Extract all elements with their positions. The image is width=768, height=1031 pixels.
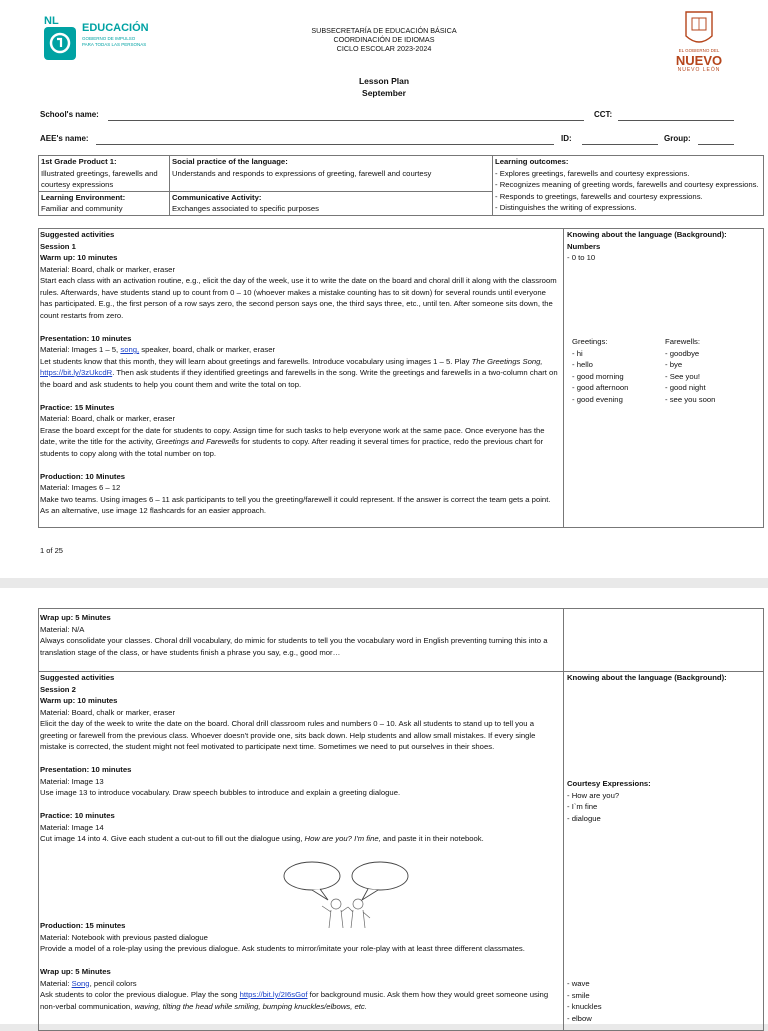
production-title: Production: 10 Minutes bbox=[40, 471, 125, 481]
knowing-heading: Knowing about the language (Background): bbox=[567, 673, 727, 682]
logo-mark: NL bbox=[44, 15, 59, 27]
activities-heading: Suggested activities bbox=[40, 673, 115, 682]
greetings-title: Greetings: bbox=[572, 337, 608, 346]
logo-main-text: NUEVO bbox=[675, 53, 723, 68]
courtesy-item: - dialogue bbox=[567, 813, 601, 823]
group-label: Group: bbox=[664, 134, 691, 143]
header-line-1: SUBSECRETARÍA DE EDUCACIÓN BÁSICA bbox=[311, 26, 457, 35]
cct-field[interactable] bbox=[618, 120, 734, 121]
wrapup-text: Ask students to color the previous dialogue. Play the song https://bit.ly/2I6sGof for background music. Ask them how they would greet someone using non-verbal communication, waving, tilting the head while smiling, bumping knuckles/elbows, etc. bbox=[40, 990, 549, 1011]
group-field[interactable] bbox=[698, 144, 734, 145]
practice-text: Erase the board except for the date for students to copy. Assign time for such tasks to help everyone work at the same pace. Once everyone has the date, write the title for the activity, Greetings and Farewells for students to copy. After reading it several times for practice, redo the previous chart for students to copy along with the total number on top. bbox=[40, 425, 545, 458]
nonverbal-item: - smile bbox=[567, 990, 590, 1000]
wrapup-material: Material: N/A bbox=[40, 624, 85, 634]
outcome-item: - Explores greetings, farewells and courtesy expressions. bbox=[495, 168, 690, 178]
page-number: 1 of 25 bbox=[40, 546, 63, 555]
knowing-heading: Knowing about the language (Background): bbox=[567, 230, 727, 239]
header-center bbox=[200, 26, 568, 53]
presentation-material: Material: Image 13 bbox=[40, 776, 104, 786]
practice-title: Practice: 10 minutes bbox=[40, 811, 115, 820]
greeting-item: - hi bbox=[572, 348, 583, 358]
logo-tagline-2: PARA TODAS LAS PERSONAS bbox=[82, 41, 147, 47]
social-practice-value: Understands and responds to expressions of greeting, farewell and courtesy bbox=[172, 168, 432, 178]
numbers-value: - 0 to 10 bbox=[567, 253, 596, 262]
warmup-text: Start each class with an activation routine, e.g., elicit the day of the week, use it to write the date on the board and choral drill it along with the classroom rules. Afterwards, have students stand up to count from 0 – 10 (whoever makes a mistake counting has to sit down) for several rounds until everyone has participated. E.g., the first person of a row says zero, the second person says one, the third says three, etc., until ten. After someone sits down, the count restarts from zero. bbox=[40, 276, 557, 320]
production-text: Provide a model of a role-play using the previous dialogue. Ask students to mirror/imitate your role-play with at least three different classmates. bbox=[40, 944, 525, 953]
session-2-activities-continued bbox=[40, 920, 560, 1012]
logo-tagline-1: GOBIERNO DE IMPULSO bbox=[82, 36, 136, 41]
wrapup-1-side-box bbox=[563, 608, 764, 672]
farewell-item: - bye bbox=[665, 360, 683, 369]
wrapup-material: Material: Song, pencil colors bbox=[40, 978, 137, 988]
farewell-item: - goodbye bbox=[665, 348, 700, 358]
activities-heading: Suggested activities bbox=[40, 230, 115, 239]
practice-material: Material: Board, chalk or marker, eraser bbox=[40, 414, 176, 423]
product-label: 1st Grade Product 1: bbox=[41, 157, 117, 166]
outcome-item: - Distinguishes the writing of expressions. bbox=[495, 203, 637, 212]
knowing-2-box bbox=[563, 671, 764, 1031]
courtesy-item: - I`m fine bbox=[567, 802, 598, 811]
activity-label: Communicative Activity: bbox=[172, 192, 262, 202]
presentation-text: Let students know that this month, they will learn about greetings and farewells. Introduce vocabulary using images 1 – 5. Play The Greetings Song, https://bit.ly/3zUkcdR. Then ask students if they identified greetings and farewells in the song. Write the greetings and farewells in a two-column chart on the board and ask students to help you count them and write the total on top. bbox=[40, 356, 558, 389]
logo-sub-text: NUEVO LEÓN bbox=[677, 67, 721, 73]
header-line-2: COORDINACIÓN DE IDIOMAS bbox=[333, 35, 435, 44]
courtesy-list bbox=[567, 778, 651, 824]
presentation-title: Presentation: 10 minutes bbox=[40, 333, 132, 343]
outcome-item: - Recognizes meaning of greeting words, farewells and courtesy expressions. bbox=[495, 180, 759, 189]
session-label: Session 2 bbox=[40, 684, 76, 694]
warmup-text: Elicit the day of the week to write the date on the board. Choral drill classroom rules and numbers 0 – 10. Ask all students to stand up to tell you a greeting or farewell from the previous class. Whoever doesn't provide one, sits back down. Help students and allow small mistakes. If every single mistake is corrected, the student might not feel motivated to participate next time. Sometimes we need to put ourselves in their shoes. bbox=[40, 719, 536, 751]
farewell-item: - see you soon bbox=[665, 394, 716, 404]
header-line-3: CICLO ESCOLAR 2023-2024 bbox=[336, 44, 432, 53]
greetings-song-link[interactable]: https://bit.ly/3zUkcdR bbox=[40, 368, 113, 377]
product-value: Illustrated greetings, farewells and courtesy expressions bbox=[41, 168, 158, 189]
activity-value: Exchanges associated to specific purposes bbox=[172, 204, 320, 213]
greeting-item: - good afternoon bbox=[572, 383, 629, 392]
warmup-title: Warm up: 10 minutes bbox=[40, 696, 118, 705]
warmup-material: Material: Board, chalk or marker, eraser bbox=[40, 707, 176, 717]
page-2 bbox=[0, 588, 768, 1024]
production-text: Make two teams. Using images 6 – 11 ask participants to tell you the greeting/farewell it could represent. If the answer is correct the team gets a point. As an alternative, use image 12 flashcards for an easier approach. bbox=[40, 494, 551, 515]
warmup-title: Warm up: 10 minutes bbox=[40, 253, 118, 262]
id-label: ID: bbox=[561, 134, 572, 143]
wrapup-title: Wrap up: 5 Minutes bbox=[40, 967, 111, 976]
wrapup-1 bbox=[40, 612, 560, 658]
presentation-material: Material: Images 1 – 5, song, speaker, board, chalk or marker, eraser bbox=[40, 345, 276, 354]
greeting-item: - hello bbox=[572, 360, 593, 369]
outcomes-label: Learning outcomes: bbox=[495, 157, 569, 166]
school-name-field[interactable] bbox=[108, 120, 584, 121]
greeting-item: - good morning bbox=[572, 371, 624, 381]
school-name-label: School's name: bbox=[40, 110, 99, 119]
production-material: Material: Notebook with previous pasted dialogue bbox=[40, 932, 208, 942]
environment-value: Familiar and community bbox=[41, 204, 123, 213]
wrapup-text: Always consolidate your classes. Choral drill vocabulary, do mimic for students to tell you the vocabulary word in English preventing turning this into a translation stage of the class, or have students finish a phrase you say, e.g., good mor… bbox=[40, 636, 548, 657]
greetings-list bbox=[572, 336, 628, 405]
session-2-activities bbox=[40, 672, 560, 845]
aee-name-label: AEE's name: bbox=[40, 134, 89, 143]
warmup-material: Material: Board, chalk or marker, eraser bbox=[40, 264, 176, 274]
outcome-item: - Responds to greetings, farewells and courtesy expressions. bbox=[495, 191, 703, 201]
greeting-item: - good evening bbox=[572, 394, 623, 404]
educacion-logo bbox=[40, 14, 200, 64]
cct-label: CCT: bbox=[594, 110, 613, 119]
production-material: Material: Images 6 – 12 bbox=[40, 483, 121, 492]
knowing-1-section bbox=[567, 229, 762, 264]
farewells-list bbox=[665, 336, 715, 405]
practice-material: Material: Image 14 bbox=[40, 822, 104, 832]
session-label: Session 1 bbox=[40, 241, 76, 251]
courtesy-title: Courtesy Expressions: bbox=[567, 779, 651, 788]
practice-text: Cut image 14 into 4. Give each student a cut-out to fill out the dialogue using, How are you? I'm fine, and paste it in their notebook. bbox=[40, 834, 484, 843]
practice-title: Practice: 15 Minutes bbox=[40, 402, 115, 412]
song-link[interactable]: Song bbox=[71, 978, 90, 988]
production-title: Production: 15 minutes bbox=[40, 921, 126, 930]
knowing-2-section bbox=[567, 672, 762, 684]
wrapup-title: Wrap up: 5 Minutes bbox=[40, 613, 111, 622]
nonverbal-item: - knuckles bbox=[567, 1002, 602, 1011]
id-field[interactable] bbox=[582, 144, 658, 145]
presentation-title: Presentation: 10 minutes bbox=[40, 765, 132, 774]
nonverbal-list bbox=[567, 978, 602, 1024]
nuevo-leon-logo bbox=[664, 10, 734, 74]
farewell-item: - See you! bbox=[665, 371, 701, 381]
presentation-text: Use image 13 to introduce vocabulary. Draw speech bubbles to introduce and explain a greeting dialogue. bbox=[40, 788, 401, 797]
aee-name-field[interactable] bbox=[96, 144, 554, 145]
courtesy-item: - How are you? bbox=[567, 790, 620, 800]
background-song-link[interactable]: https://bit.ly/2I6sGof bbox=[239, 990, 308, 999]
title: Lesson Plan bbox=[358, 76, 410, 86]
environment-label: Learning Environment: bbox=[41, 192, 126, 202]
logo-brand: EDUCACIÓN bbox=[82, 22, 149, 34]
logo-top-text: EL GOBIERNO DEL bbox=[678, 48, 720, 53]
farewell-item: - good night bbox=[665, 383, 706, 392]
nonverbal-item: - wave bbox=[567, 979, 590, 988]
lesson-plan-title bbox=[200, 75, 568, 99]
numbers-title: Numbers bbox=[567, 241, 601, 251]
session-1-activities bbox=[40, 229, 560, 517]
social-practice-label: Social practice of the language: bbox=[172, 157, 288, 166]
subtitle: September bbox=[362, 88, 406, 98]
nonverbal-item: - elbow bbox=[567, 1013, 592, 1023]
farewells-title: Farewells: bbox=[665, 337, 701, 346]
info-table bbox=[38, 155, 764, 216]
song-link[interactable]: song, bbox=[120, 345, 140, 354]
